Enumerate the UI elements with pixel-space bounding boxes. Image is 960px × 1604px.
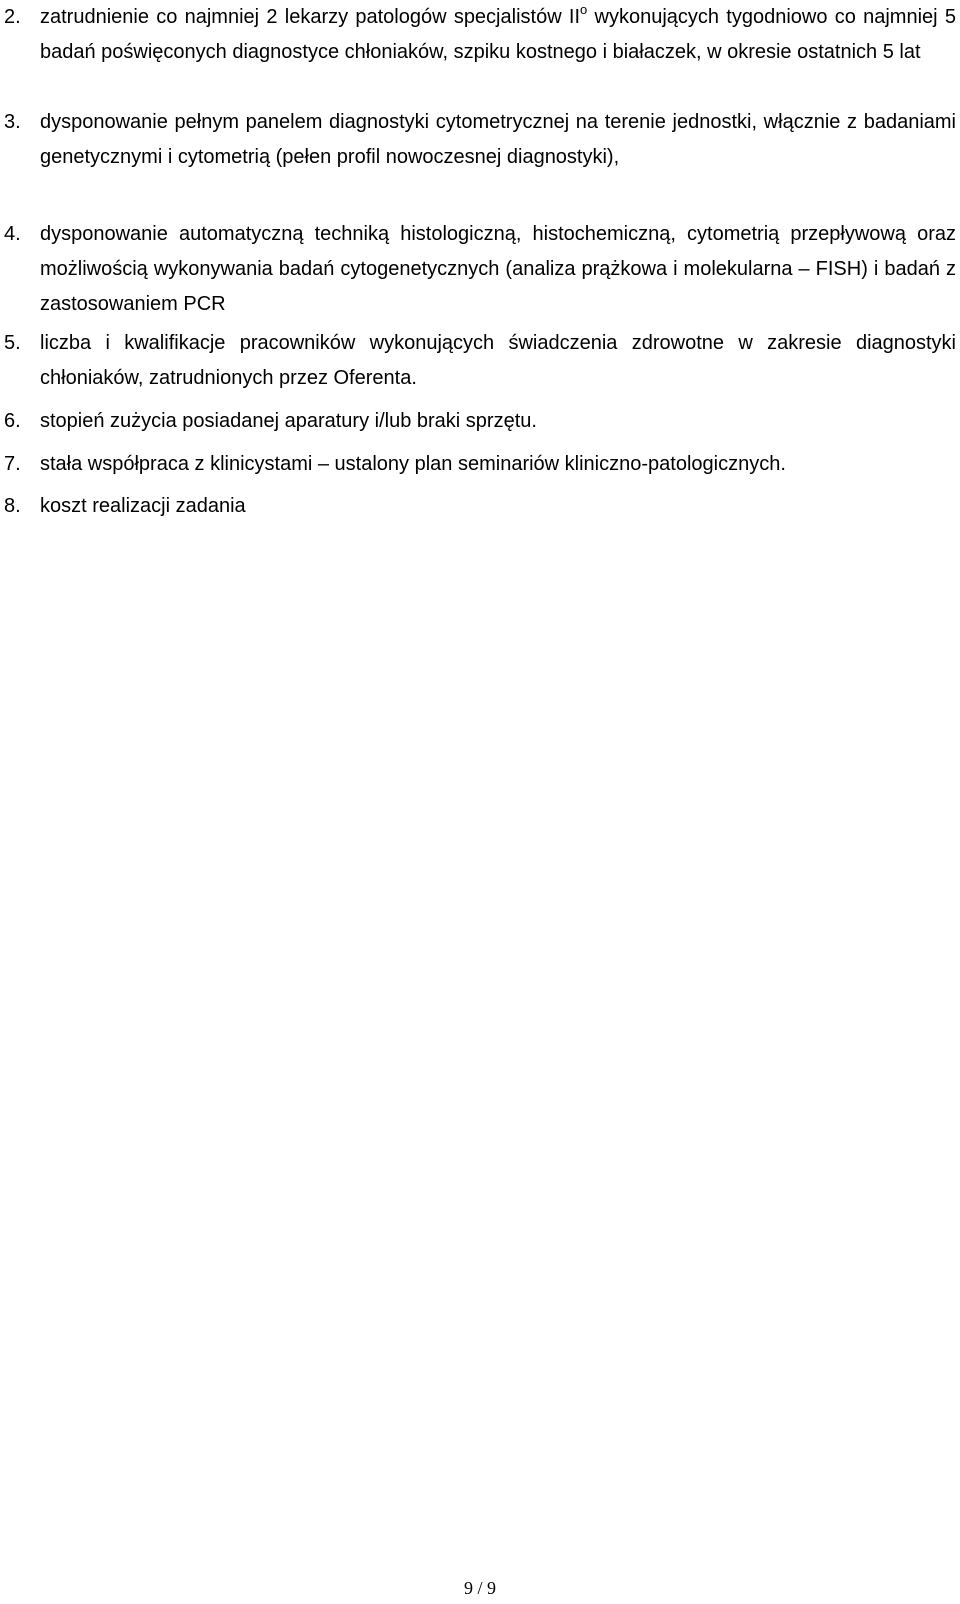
- list-item-text: dysponowanie pełnym panelem diagnostyki cytometrycznej na terenie jednostki, włącznie z badaniami genetycznymi i cytometrią (pełen profil nowoczesnej diagnostyki),: [40, 111, 956, 168]
- list-item-4: [4, 217, 956, 322]
- list-item-8: [4, 489, 956, 524]
- list-item-text: koszt realizacji zadania: [40, 495, 246, 517]
- list-item-2: [4, 0, 956, 70]
- list-item-text: liczba i kwalifikacje pracowników wykonujących świadczenia zdrowotne w zakresie diagnostyki chłoniaków, zatrudnionych przez Oferenta.: [40, 332, 956, 389]
- list-item-3: [4, 105, 956, 175]
- list-item-6: [4, 404, 956, 439]
- list-item-text: stała współpraca z klinicystami – ustalony plan seminariów kliniczno-patologicznych.: [40, 453, 786, 475]
- list-item-number: 7.: [4, 453, 21, 475]
- list-item-text: stopień zużycia posiadanej aparatury i/lub braki sprzętu.: [40, 410, 537, 432]
- list-item-number: 2.: [4, 6, 21, 28]
- page-number: 9 / 9: [463, 1578, 496, 1598]
- list-item-number: 4.: [4, 223, 21, 245]
- list-item-5: [4, 326, 956, 396]
- list-item-text: zatrudnienie co najmniej 2 lekarzy patologów specjalistów $II^o$ wykonujących tygodniowo co najmniej 5 badań poświęconych diagnostyce chłoniaków, szpiku kostnego i białaczek, w okresie ostatnich 5 lat: [40, 2, 956, 63]
- list-item-text: dysponowanie automatyczną techniką histologiczną, histochemiczną, cytometrią przepływową oraz możliwością wykonywania badań cytogenetycznych (analiza prążkowa i molekularna – FISH) i badań z zastosowaniem PCR: [40, 223, 956, 315]
- list-item-7: [4, 447, 956, 482]
- list-item-number: 8.: [4, 495, 21, 517]
- list-item-number: 5.: [4, 332, 21, 354]
- superscript: o: [580, 2, 588, 17]
- list-item-number: 6.: [4, 410, 21, 432]
- list-item-number: 3.: [4, 111, 21, 133]
